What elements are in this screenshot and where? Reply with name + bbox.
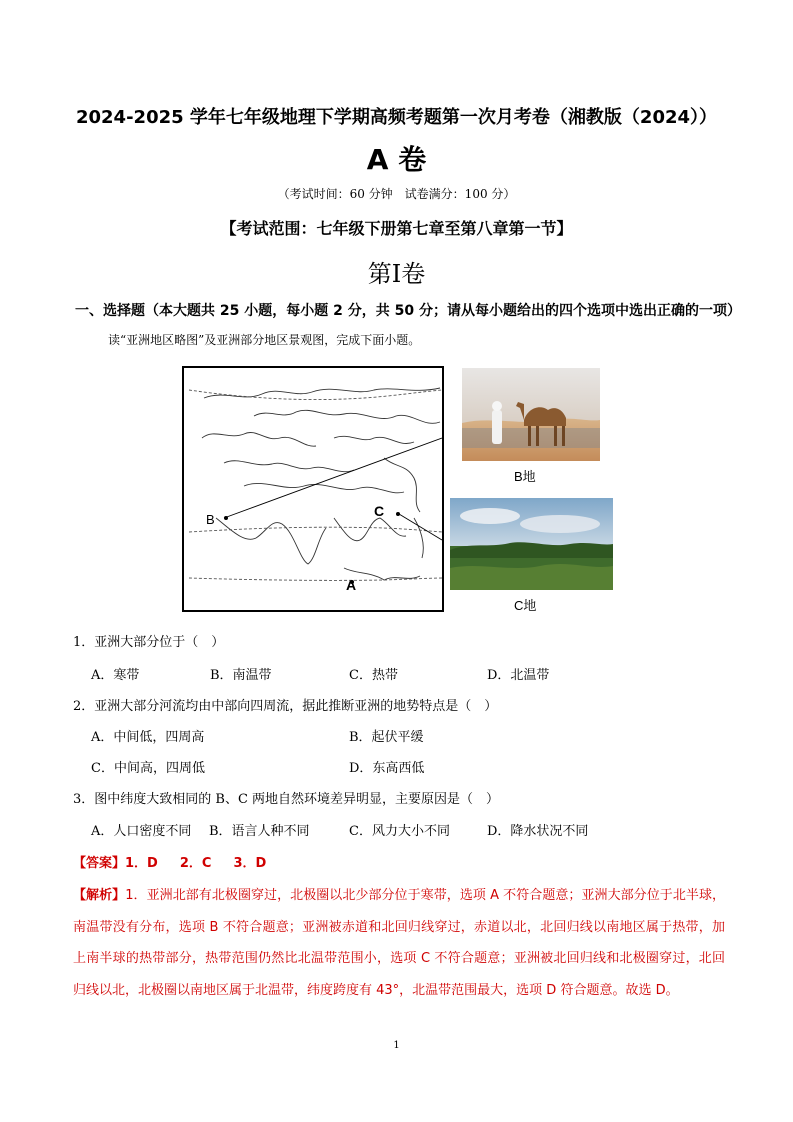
section-heading: 一、选择题（本大题共 25 小题，每小题 2 分，共 50 分；请从每小题给出的四个选项中选出正确的一项）: [75, 303, 741, 319]
answer-item-3: 3．D: [233, 856, 267, 871]
desert-camel-photo: [462, 368, 600, 461]
q3-option-b[interactable]: B．语言人种不同: [209, 824, 310, 839]
question-1: 1．亚洲大部分位于（ ）: [73, 635, 225, 650]
vegetation-photo: [450, 498, 613, 590]
answer-label: 【答案】: [73, 856, 126, 871]
photo-b-desert: [462, 368, 600, 461]
photo-c-vegetation: [450, 498, 613, 590]
question-intro: 读“亚洲地区略图”及亚洲部分地区景观图，完成下面小题。: [108, 333, 421, 347]
q3-option-c[interactable]: C．风力大小不同: [349, 824, 450, 839]
answer-line: [73, 852, 288, 871]
exam-title: 2024-2025 学年七年级地理下学期高频考题第一次月考卷（湘教版（2024））: [75, 107, 718, 128]
question-2: 2．亚洲大部分河流均由中部向四周流，据此推断亚洲的地势特点是（ ）: [73, 699, 498, 714]
map-label-b: B: [206, 512, 215, 527]
exam-subtitle: A 卷: [366, 143, 427, 176]
q2-option-c[interactable]: C．中间高，四周低: [91, 761, 205, 776]
q3-option-d[interactable]: D．降水状况不同: [487, 824, 589, 839]
q1-option-a[interactable]: A．寒带: [91, 668, 140, 683]
q1-option-d[interactable]: D．北温带: [487, 668, 550, 683]
q2-option-b[interactable]: B．起伏平缓: [349, 730, 424, 745]
q2-option-a[interactable]: A．中间低，四周高: [91, 730, 205, 745]
q3-option-a[interactable]: A．人口密度不同: [91, 824, 192, 839]
asia-map: [182, 366, 444, 612]
question-3: 3．图中纬度大致相同的 B、C 两地自然环境差异明显，主要原因是（ ）: [73, 792, 500, 807]
map-label-a: A: [346, 577, 357, 593]
q1-option-b[interactable]: B．南温带: [210, 668, 272, 683]
q2-option-d[interactable]: D．东高西低: [349, 761, 425, 776]
map-label-c: C: [374, 503, 385, 519]
volume-heading: 第I卷: [367, 260, 426, 288]
photo-b-caption: B地: [514, 469, 536, 484]
analysis-block: [73, 880, 725, 1006]
exam-scope: 【考试范围：七年级下册第七章至第八章第一节】: [220, 219, 573, 238]
analysis-label: 【解析】: [73, 888, 126, 903]
page-number: 1: [393, 1040, 400, 1051]
asia-map-drawing: [184, 368, 442, 610]
exam-info: （考试时间：60 分钟 试卷满分：100 分）: [277, 187, 516, 201]
answer-item-1: 1．D: [125, 856, 158, 871]
q1-option-c[interactable]: C．热带: [349, 668, 398, 683]
answer-item-2: 2．C: [179, 856, 212, 871]
photo-c-caption: C地: [514, 598, 537, 613]
analysis-text: 1．亚洲北部有北极圈穿过，北极圈以北少部分位于寒带，选项 A 不符合题意；亚洲大部分位于北半球，南温带没有分布，选项 B 不符合题意；亚洲被赤道和北回归线穿过，赤道以北，北回归线以南地区属于热带，加上南半球的热带部分，热带范围仍然比北温带范围小，选项 C 不符合题意；亚洲被北回归线和北极圈穿过，北回归线以北，北极圈以南地区属于北温带，纬度跨度有 43°，北温带范围最大，选项 D 符合题意。故选 D。: [73, 888, 725, 998]
